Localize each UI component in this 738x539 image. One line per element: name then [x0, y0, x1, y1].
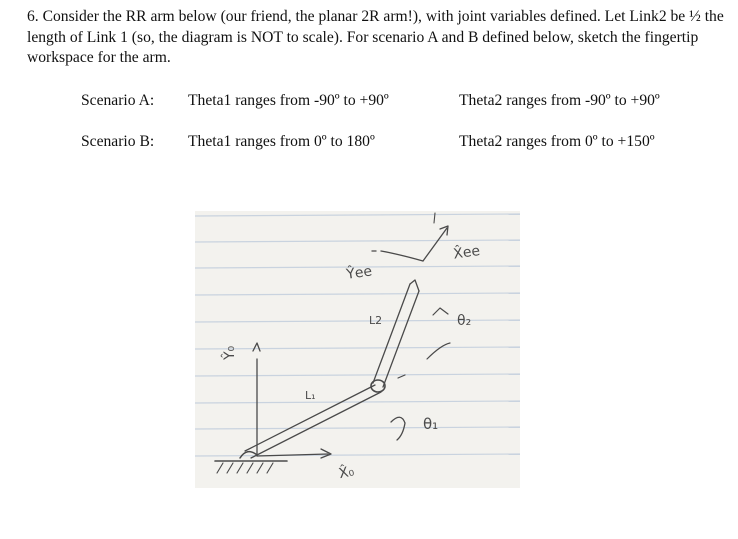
- arm-sketch-photo: [195, 211, 520, 488]
- link-2-left: [373, 284, 410, 383]
- scenario-a-theta2: Theta2 ranges from -90º to +90º: [459, 92, 660, 109]
- base-joint: [240, 452, 257, 458]
- link-2-tip: [410, 280, 419, 291]
- theta2-arrow: [433, 308, 448, 315]
- xee-arrowhead: [440, 226, 448, 235]
- label-y0: Ŷ₀: [222, 345, 238, 360]
- ground-hatch: [217, 463, 273, 473]
- label-xee: X̂ee: [452, 242, 482, 263]
- y0-arrowhead: [253, 343, 260, 351]
- theta2-dash-mid: [398, 375, 405, 378]
- yee-axis: [381, 251, 423, 261]
- link-2-right: [383, 291, 419, 387]
- scenario-b-label: Scenario B:: [81, 133, 155, 150]
- label-l1: L₁: [305, 389, 316, 402]
- label-theta1: θ₁: [423, 415, 439, 433]
- problem-statement: 6. Consider the RR arm below (our friend, the planar 2R arm!), with joint variables defined. Let Link2 be ½ the length of Link 1 (so, the diagram is NOT to scale). For scenario A and B defined below, sketch the fingertip workspace for the arm.: [27, 8, 724, 66]
- theta2-dash-low: [427, 343, 450, 359]
- label-x0: X̂₀: [337, 463, 356, 483]
- label-theta2: θ₂: [457, 313, 472, 329]
- scenario-b-theta1: Theta1 ranges from 0º to 180º: [188, 133, 375, 150]
- scenario-a-label: Scenario A:: [81, 92, 155, 109]
- label-yee: Ŷee: [345, 263, 374, 283]
- theta1-arc: [391, 417, 405, 440]
- arm-sketch-drawing: [195, 211, 520, 488]
- scenario-b-theta2: Theta2 ranges from 0º to +150º: [459, 133, 655, 150]
- label-l2: L2: [369, 314, 383, 327]
- xee-axis: [423, 228, 447, 261]
- scenario-a-theta1: Theta1 ranges from -90º to +90º: [188, 92, 389, 109]
